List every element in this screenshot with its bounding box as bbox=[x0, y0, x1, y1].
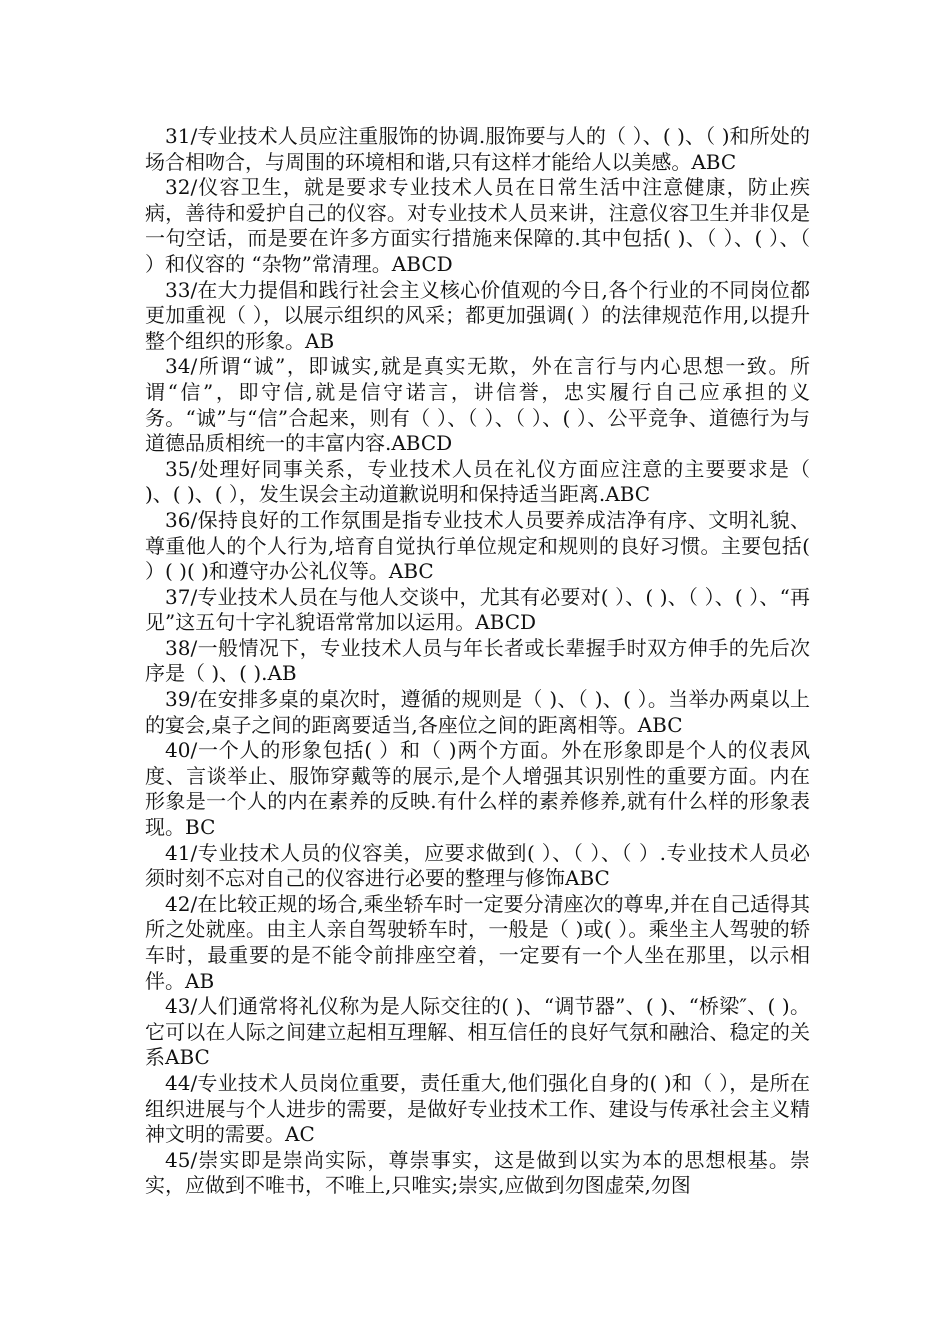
question-40: 40/一个人的形象包括( ）和（ )两个方面。外在形象即是个人的仪表风度、言谈举止、服饰穿戴等的展示,是个人增强其识别性的重要方面。内在形象是一个人的内在素养的反映.有什么样的素养修养,就有什么样的形象表现。BC bbox=[145, 738, 810, 840]
question-31: 31/专业技术人员应注重服饰的协调.服饰要与人的（ ）、( )、（ )和所处的场合相吻合，与周围的环境相和谐,只有这样才能给人以美感。ABC bbox=[145, 124, 810, 174]
question-45: 45/崇实即是崇尚实际，尊崇事实，这是做到以实为本的思想根基。崇实，应做到不唯书，不唯上,只唯实;崇实,应做到勿图虚荣,勿图 bbox=[145, 1147, 810, 1198]
question-42: 42/在比较正规的场合,乘坐轿车时一定要分清座次的尊卑,并在自己适得其所之处就座。由主人亲自驾驶轿车时，一般是（ )或( ）。乘坐主人驾驶的轿车时，最重要的是不能令前排座空着，一定要有一个人坐在那里，以示相伴。AB bbox=[145, 891, 810, 993]
document-page bbox=[145, 124, 810, 1199]
question-41: 41/专业技术人员的仪容美，应要求做到( ）、（ ）、（ ）.专业技术人员必须时刻不忘对自己的仪容进行必要的整理与修饰ABC bbox=[145, 840, 810, 891]
question-36: 36/保持良好的工作氛围是指专业技术人员要养成洁净有序、文明礼貌、尊重他人的个人行为,培育自觉执行单位规定和规则的良好习惯。主要包括( ）( )( )和遵守办公礼仪等。ABC bbox=[145, 507, 810, 584]
question-44: 44/专业技术人员岗位重要，责任重大,他们强化自身的( )和（ ），是所在组织进展与个人进步的需要，是做好专业技术工作、建设与传承社会主义精神文明的需要。AC bbox=[145, 1070, 810, 1147]
question-38: 38/一般情况下，专业技术人员与年长者或长辈握手时双方伸手的先后次序是（ )、( ).AB bbox=[145, 635, 810, 686]
question-35: 35/处理好同事关系，专业技术人员在礼仪方面应注意的主要要求是（ )、( )、( ），发生误会主动道歉说明和保持适当距离.ABC bbox=[145, 456, 810, 507]
question-33: 33/在大力提倡和践行社会主义核心价值观的今日,各个行业的不同岗位都更加重视（ ），以展示组织的风采；都更加强调( ）的法律规范作用,以提升整个组织的形象。AB bbox=[145, 277, 810, 353]
question-43: 43/人们通常将礼仪称为是人际交往的( )、“调节器”、( )、“桥梁″、( )。它可以在人际之间建立起相互理解、相互信任的良好气氛和融洽、稳定的关系ABC bbox=[145, 994, 810, 1070]
question-39: 39/在安排多桌的桌次时，遵循的规则是（ )、（ )、( ）。当举办两桌以上的宴会,桌子之间的距离要适当,各座位之间的距离相等。ABC bbox=[145, 687, 810, 737]
question-37: 37/专业技术人员在与他人交谈中，尤其有必要对( ）、( )、（ ）、( ）、“再见”这五句十字礼貌语常常加以运用。ABCD bbox=[145, 584, 810, 635]
question-34: 34/所谓“诚”，即诚实,就是真实无欺，外在言行与内心思想一致。所谓“信”，即守信,就是信守诺言，讲信誉，忠实履行自己应承担的义务。“诚”与“信”合起来，则有（ ）、（ ）、（ ）、( ）、公平竞争、道德行为与道德品质相统一的丰富内容.ABCD bbox=[145, 354, 810, 456]
question-32: 32/仪容卫生，就是要求专业技术人员在日常生活中注意健康，防止疾病，善待和爱护自己的仪容。对专业技术人员来讲，注意仪容卫生并非仅是一句空话，而是要在许多方面实行措施来保障的.其中包括( )、（ ）、( ）、（ ）和仪容的 “杂物”常清理。ABCD bbox=[145, 175, 810, 276]
